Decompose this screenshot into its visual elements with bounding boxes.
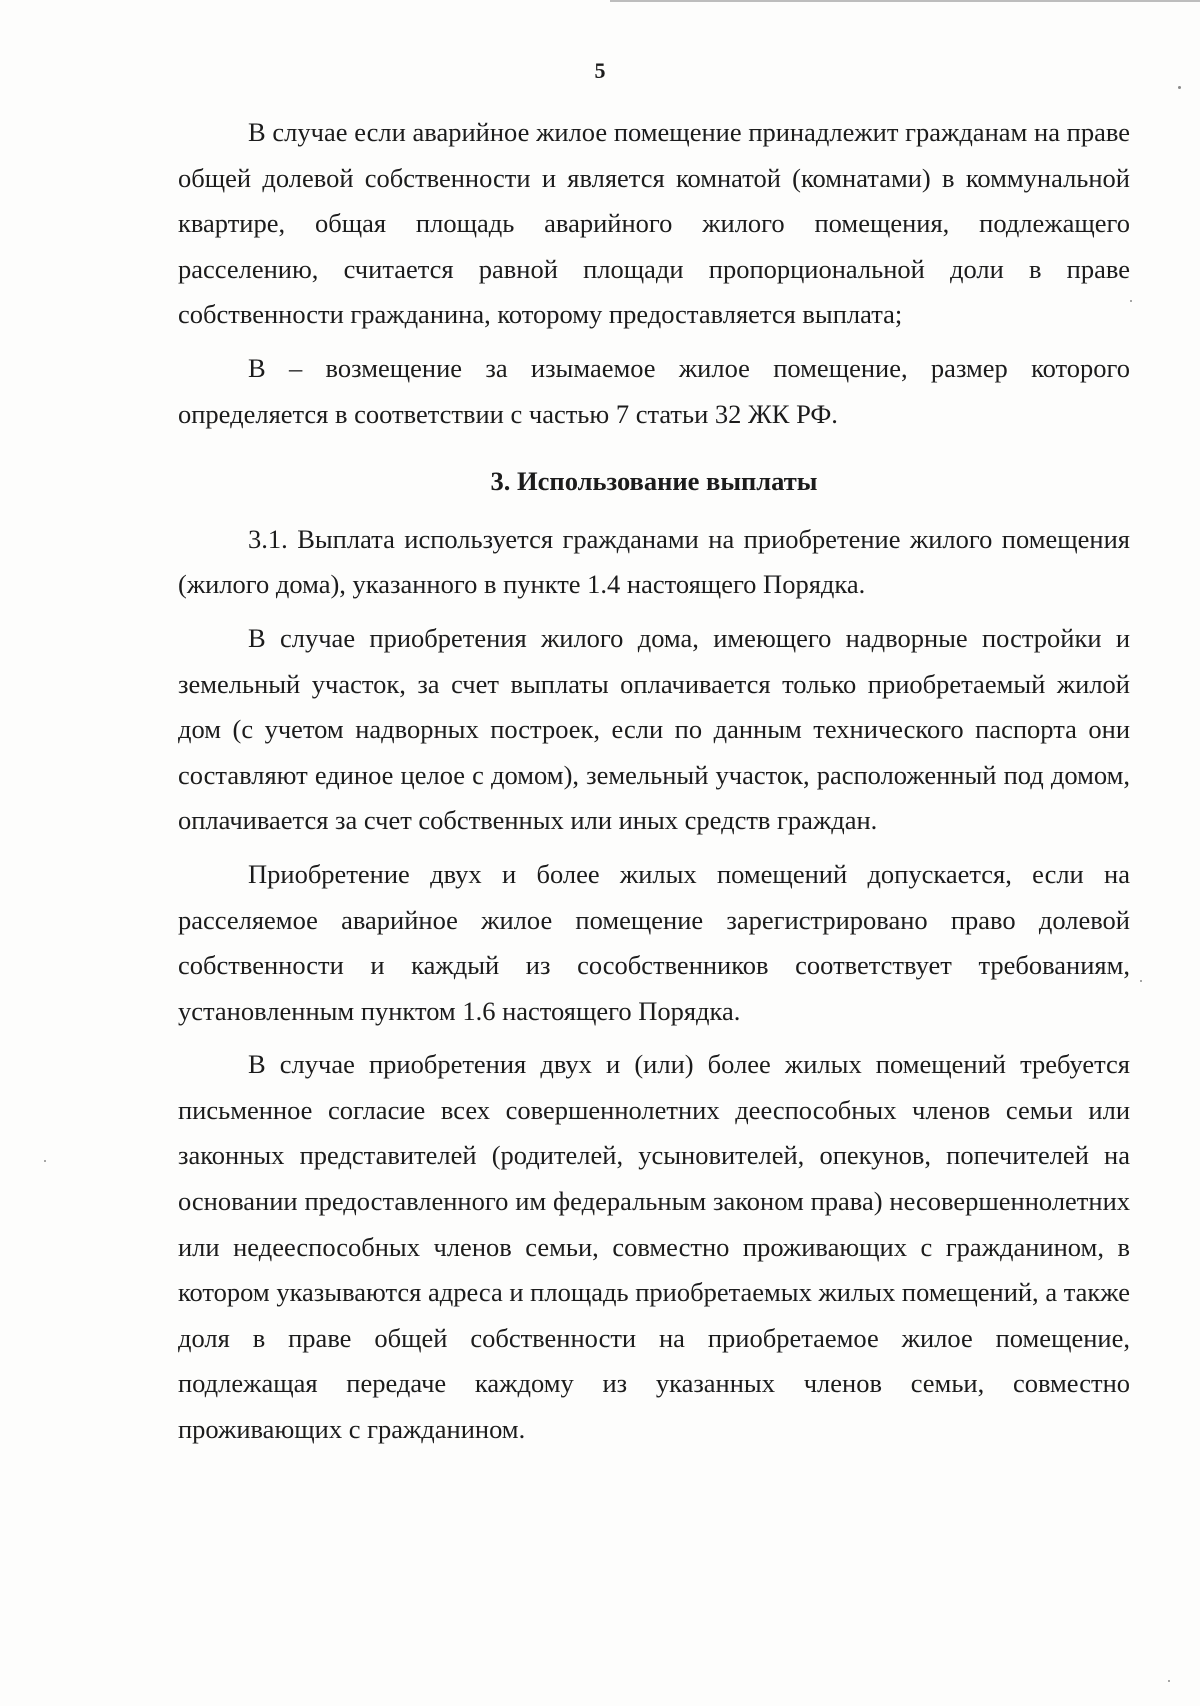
paragraph-compensation-definition: В – возмещение за изымаемое жилое помещение, размер которого определяется в соответствии с частью 7 статьи 32 ЖК РФ. xyxy=(178,352,1130,429)
scan-speck xyxy=(1168,1680,1170,1682)
paragraph-written-consent: В случае приобретения двух и (или) более жилых помещений требуется письменное согласие всех совершеннолетних дееспособных членов семьи или законных представителей (родителей, усыновителей, опекунов, попечителей на основании предоставленного им федеральным законом права) несовершеннолетних или недееспособных членов семьи, совместно проживающих с гражданином, в котором указываются адреса и площадь приобретаемых жилых помещений, а также доля в праве общей собственности на приобретаемое жилое помещение, подлежащая передаче каждому из указанных членов семьи, совместно проживающих с гражданином. xyxy=(178,1049,1130,1445)
scan-speck xyxy=(44,1160,46,1162)
scan-speck xyxy=(1140,980,1142,982)
scan-speck xyxy=(1178,86,1181,89)
page-number: 5 xyxy=(594,58,606,83)
paragraph-house-purchase: В случае приобретения жилого дома, имеющего надворные постройки и земельный участок, за счет выплаты оплачивается только приобретаемый жилой дом (с учетом надворных построек, если по данным технического паспорта они составляют единое целое с домом), земельный участок, расположенный под домом, оплачивается за счет собственных или иных средств граждан. xyxy=(178,622,1130,836)
top-edge-rule xyxy=(610,0,1200,2)
scan-speck xyxy=(1130,300,1132,302)
paragraph-shared-ownership-room: В случае если аварийное жилое помещение принадлежит гражданам на праве общей долевой собственности и является комнатой (комнатами) в коммунальной квартире, общая площадь аварийного жилого помещения, подлежащего расселению, считается равной площади пропорциональной доли в праве собственности гражданина, которому предоставляется выплата; xyxy=(178,117,1130,330)
paragraph-multiple-premises: Приобретение двух и более жилых помещений допускается, если на расселяемое аварийное жилое помещение зарегистрировано право долевой собственности и каждый из сособственников соответствует требованиям, установленным пунктом 1.6 настоящего Порядка. xyxy=(178,858,1130,1026)
document-body xyxy=(178,110,1130,1461)
section-heading: 3. Использование выплаты xyxy=(490,466,818,497)
paragraph-clause-3-1: 3.1. Выплата используется гражданами на приобретение жилого помещения (жилого дома), указанного в пункте 1.4 настоящего Порядка. xyxy=(178,523,1130,600)
